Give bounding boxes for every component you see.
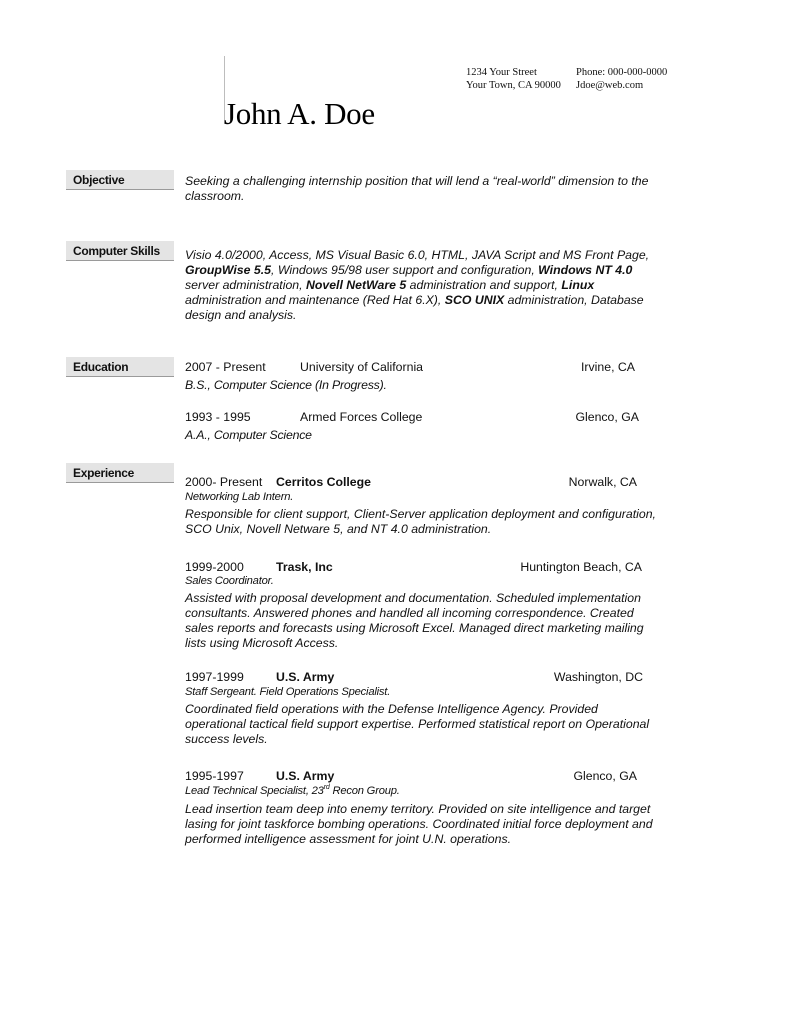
experience-title (185, 784, 400, 798)
skill-novell-netware: Novell NetWare 5 (305, 278, 407, 292)
skill-linux: Linux (561, 278, 595, 292)
skills-text-part: , Windows 95/98 user support and configuration, (271, 263, 539, 277)
computer-skills-text (185, 248, 660, 323)
experience-description: Lead insertion team deep into enemy territory. Provided on site intelligence and target lasing for joint taskforce bombing operations. Coordinated initial force deployment and performed intelligence assessment for joint U.N. operations. (185, 802, 653, 846)
address-line-2: Your Town, CA 90000 (466, 80, 561, 91)
experience-title-text: Lead Technical Specialist, 23 (185, 785, 324, 797)
experience-employer: U.S. Army (276, 769, 335, 783)
email-address: Jdoe@web.com (576, 80, 644, 91)
experience-entry-header (185, 474, 643, 490)
experience-location: Huntington Beach, CA (520, 560, 642, 574)
education-entry-header (185, 359, 643, 375)
experience-dates: 2000- Present (185, 475, 263, 489)
experience-description: Coordinated field operations with the Defense Intelligence Agency. Provided operational tactical field support expertise. Performed statistical report on Operational success levels. (185, 702, 650, 746)
section-tag-computer-skills: Computer Skills (66, 241, 174, 261)
section-tag-objective: Objective (66, 170, 174, 190)
experience-title (185, 574, 274, 588)
objective-text: Seeking a challenging internship position that will lend a “real-world” dimension to the classroom. (185, 174, 649, 203)
experience-title-text: Staff Sergeant. Field Operations Specialist. (185, 686, 391, 698)
experience-location: Washington, DC (553, 670, 643, 684)
education-dates: 2007 - Present (185, 360, 266, 374)
skill-sco-unix: SCO UNIX (444, 293, 505, 307)
skills-text-part: server administration, (185, 278, 306, 292)
education-dates: 1993 - 1995 (185, 410, 251, 424)
section-tag-experience: Experience (66, 463, 174, 483)
experience-title-tail: Recon Group. (329, 785, 400, 797)
address-line-1: 1234 Your Street (466, 67, 537, 78)
experience-employer: Cerritos College (276, 475, 371, 489)
education-location: Glenco, GA (575, 410, 639, 424)
experience-location: Norwalk, CA (568, 475, 637, 489)
experience-location: Glenco, GA (573, 769, 637, 783)
experience-employer: U.S. Army (276, 670, 335, 684)
experience-title (185, 490, 293, 504)
experience-dates: 1997-1999 (185, 670, 244, 684)
experience-entry-header (185, 768, 643, 784)
education-school: Armed Forces College (300, 410, 423, 424)
skills-text-part: administration and maintenance (Red Hat 6.X), (185, 293, 445, 307)
experience-title-sup: rd (323, 784, 330, 791)
experience-entry-header (185, 669, 643, 685)
education-school: University of California (300, 360, 424, 374)
education-degree: B.S., Computer Science (In Progress). (185, 378, 387, 392)
skills-text-part: administration and support, (406, 278, 562, 292)
contact-block (576, 66, 667, 92)
skill-groupwise: GroupWise 5.5 (185, 263, 271, 277)
candidate-name: John A. Doe (224, 96, 375, 131)
skills-text-part: Visio 4.0/2000, Access, MS Visual Basic 6.0, HTML, JAVA Script and MS Front Page, (185, 248, 650, 262)
address-block (466, 66, 561, 92)
experience-description: Assisted with proposal development and documentation. Scheduled implementation consultants. Answered phones and handled all incoming correspondence. Created sales reports and forecasts using Microsoft Excel. Managed direct marketing mailing lists using Microsoft Access. (185, 591, 644, 650)
experience-title-text: Networking Lab Intern. (185, 491, 294, 503)
education-degree: A.A., Computer Science (185, 428, 312, 442)
experience-description: Responsible for client support, Client-Server application deployment and configuration, SCO Unix, Novell Netware 5, and NT 4.0 administration. (185, 507, 656, 536)
skill-windows-nt: Windows NT 4.0 (538, 263, 633, 277)
section-tag-education: Education (66, 357, 174, 377)
experience-title-text: Sales Coordinator. (185, 575, 274, 587)
experience-dates: 1995-1997 (185, 769, 244, 783)
phone-number: Phone: 000-000-0000 (576, 67, 668, 78)
education-entry-header (185, 409, 643, 425)
experience-dates: 1999-2000 (185, 560, 244, 574)
experience-employer: Trask, Inc (276, 560, 333, 574)
experience-entry-header (185, 559, 643, 575)
skills-text-part: administration, Database design and analysis. (185, 293, 644, 322)
education-location: Irvine, CA (581, 360, 635, 374)
experience-title (185, 685, 390, 699)
